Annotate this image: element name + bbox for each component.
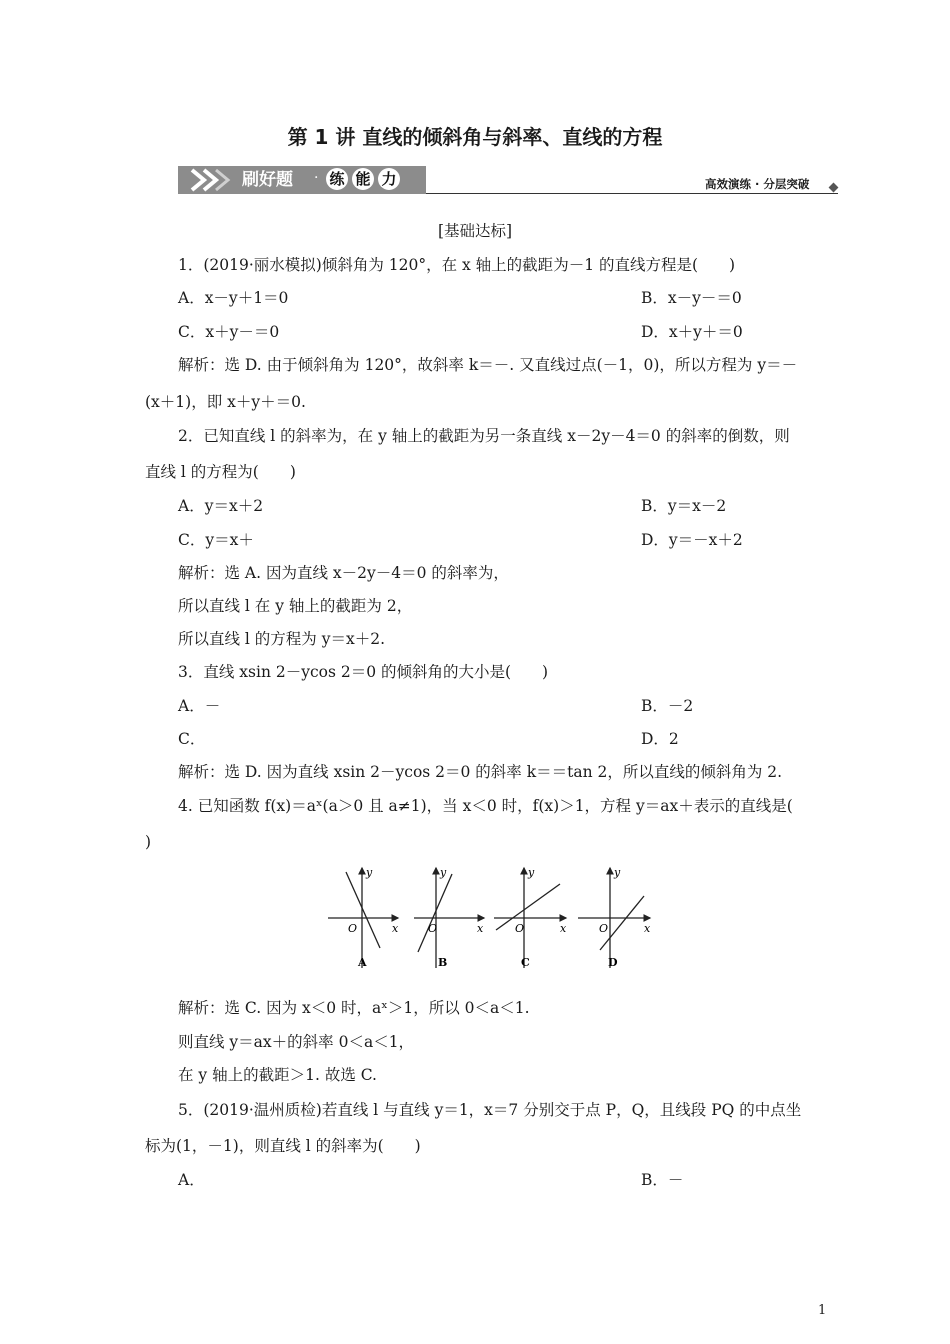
axis-x-label: x: [560, 922, 567, 935]
option-a: A．y＝x＋2: [178, 497, 264, 515]
option-b: B．x－y－＝0: [641, 289, 742, 307]
origin-label: O: [428, 922, 438, 935]
solution-line: 在 y 轴上的截距＞1. 故选 C.: [178, 1066, 377, 1084]
graph-caption: D: [608, 956, 618, 969]
solution-line: 解析：选 C. 因为 x＜0 时，aˣ＞1，所以 0＜a＜1.: [178, 999, 530, 1017]
graph-c: [494, 866, 567, 969]
axis-y-label: y: [366, 866, 373, 879]
diamond-icon: [829, 183, 839, 193]
question-2: 2．已知直线 l 的斜率为，在 y 轴上的截距为另一条直线 x－2y－4＝0 的斜率的倒数，则: [178, 427, 790, 445]
question-5: 5．(2019·温州质检)若直线 l 与直线 y＝1，x＝7 分别交于点 P，Q，且线段 PQ 的中点坐: [178, 1101, 802, 1119]
solution-line: 所以直线 l 的方程为 y＝x＋2.: [178, 630, 386, 648]
option-d: D．2: [641, 730, 679, 748]
option-c: C．x＋y－＝0: [178, 323, 280, 341]
option-b: B．－: [641, 1171, 684, 1189]
solution-line: (x＋1)，即 x＋y＋＝0.: [145, 393, 306, 411]
section-heading: [基础达标]: [437, 222, 513, 240]
solution-line: 解析：选 A. 因为直线 x－2y－4＝0 的斜率为，: [178, 564, 509, 582]
graph-b: [414, 866, 484, 969]
section-banner: [178, 166, 426, 194]
graph-caption: A: [358, 956, 367, 969]
option-graphs-figure: [326, 864, 652, 974]
banner-dot: ·: [314, 170, 319, 186]
question-1: 1．(2019·丽水模拟)倾斜角为 120°，在 x 轴上的截距为－1 的直线方程是( ): [178, 256, 736, 274]
option-a: A．: [178, 1171, 205, 1189]
banner-circled-char: 练: [326, 168, 348, 190]
axis-x-label: x: [477, 922, 484, 935]
solution-line: 则直线 y＝ax＋的斜率 0＜a＜1，: [178, 1033, 415, 1051]
question-4-cont: ): [145, 833, 152, 851]
axis-x-label: x: [392, 922, 399, 935]
solution-line: 所以直线 l 在 y 轴上的截距为 2，: [178, 597, 413, 615]
axis-y-label: y: [614, 866, 621, 879]
axis-x-label: x: [644, 922, 651, 935]
axis-y-label: y: [528, 866, 535, 879]
origin-label: O: [348, 922, 358, 935]
origin-label: O: [515, 922, 525, 935]
page-title: 第 1 讲 直线的倾斜角与斜率、直线的方程: [287, 125, 663, 149]
graph-caption: C: [521, 956, 530, 969]
origin-label: O: [599, 922, 609, 935]
solution-line: 解析：选 D. 由于倾斜角为 120°，故斜率 k＝－. 又直线过点(－1，0)，所以方程为 y＝－: [178, 356, 798, 374]
page-number: 1: [818, 1303, 827, 1318]
option-b: B．y＝x－2: [641, 497, 727, 515]
graph-a: [328, 866, 399, 969]
question-4: 4. 已知函数 f(x)＝aˣ(a＞0 且 a≠1)，当 x＜0 时，f(x)＞1，方程 y＝ax＋表示的直线是(: [178, 797, 793, 815]
banner-right-tag: 高效演练 · 分层突破: [705, 177, 810, 191]
solution-line: 解析：选 D. 因为直线 xsin 2－ycos 2＝0 的斜率 k＝＝tan 2，所以直线的倾斜角为 2.: [178, 763, 783, 781]
option-c: C．: [178, 730, 206, 748]
option-a: A．x－y＋1＝0: [178, 289, 289, 307]
option-d: D．y＝－x＋2: [641, 531, 743, 549]
question-3: 3．直线 xsin 2－ycos 2＝0 的倾斜角的大小是( ): [178, 663, 549, 681]
option-c: C．y＝x＋: [178, 531, 254, 549]
option-a: A．－: [178, 697, 221, 715]
question-2-cont: 直线 l 的方程为( ): [145, 463, 296, 481]
option-d: D．x＋y＋＝0: [641, 323, 743, 341]
option-b: B．－2: [641, 697, 694, 715]
question-5-cont: 标为(1，－1)，则直线 l 的斜率为( ): [145, 1137, 421, 1155]
graph-caption: B: [438, 956, 448, 969]
banner-label: 刷好题: [242, 170, 293, 190]
header-rule: [426, 193, 838, 194]
graph-d: [578, 866, 651, 969]
axis-y-label: y: [440, 866, 447, 879]
double-chevron-icon: [188, 168, 234, 192]
banner-circled-char: 力: [378, 168, 400, 190]
banner-circled-char: 能: [352, 168, 374, 190]
